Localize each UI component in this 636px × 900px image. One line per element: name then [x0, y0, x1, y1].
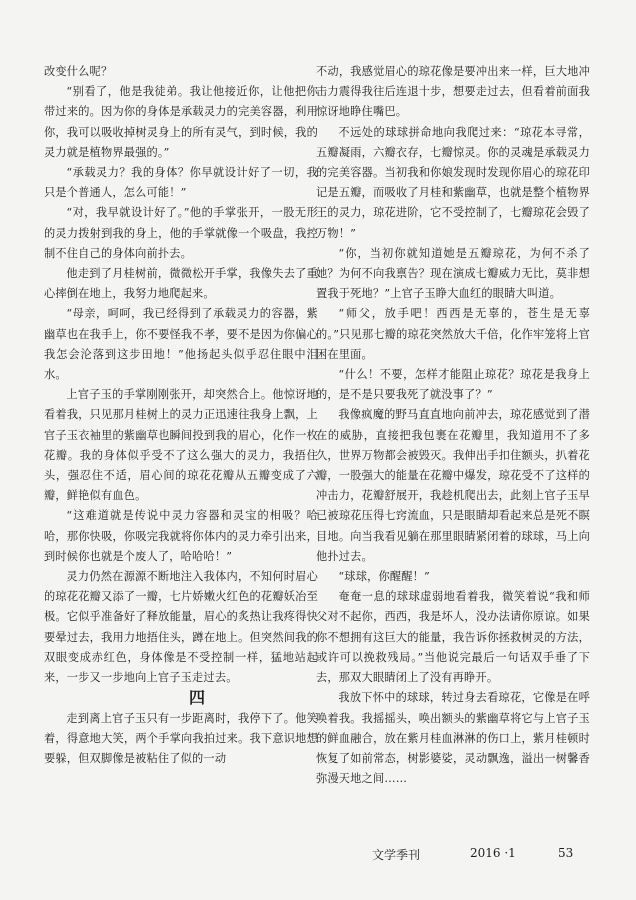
paragraph: 我像疯魔的野马直直地向前冲去，琼花感觉到了潜在的威胁，直接把我包裹在花瓣里，我知道用不了多久，世界万物都会被毁灭。我伸出手扣住额头，扒着花瓣，一股强大的能量在花瓣中爆发，琼花受不了这样的冲击力，花瓣舒展开，我趁机爬出去，此刻上官子玉早已被琼花压得七窍流血，只是眼睛却看起来总是死不瞑目地。向当我看见躺在那里眼睛紧闭着的球球，马上向他扑过去。: [316, 408, 590, 563]
right-column: [316, 62, 590, 789]
paragraph: “母亲，呵呵，我已经得到了承载灵力的容器，紫幽草也在我手上，你不要怪我不孝，要不是因为你偏心我怎会沦落到这步田地！”他扬起头似乎忍住眼中泪水。: [44, 307, 318, 382]
paragraph: “球球，你醒醒！”: [338, 570, 430, 584]
paragraph: “别看了，他是我徒弟。我让他接近你，让他把你带过来的。因为你的身体是承载灵力的完美容器，利用你，我可以吸收掉树灵身上的所有灵气，到时候，我的灵力就是植物界最强的。”: [44, 85, 318, 159]
paragraph: 上官子玉的手掌刚刚张开，却突然合上。他惊讶地看着我，只见那月桂树上的灵力正迅速往我身上飘，上官子玉衣袖里的紫幽草也瞬间投到我的眉心，化作一枚花瓣。我的身体似乎受不了这么强大的灵力，我捂住头，强忍住不适，眉心间的琼花花瓣从五瓣变成了六瓣，鲜艳似有血色。: [44, 388, 318, 503]
paragraph: “这难道就是传说中灵力容器和灵宝的相吸？哈哈，那你快吸，你吸完我就将你体内的灵力牵引出来，到时候你也就是个废人了，哈哈哈！”: [44, 509, 318, 563]
page-number: 53: [558, 846, 574, 860]
paragraph: 不远处的球球拼命地向我爬过来：“琼花本寻常，五瓣凝雨，六瓣衣存，七瓣惊灵。你的灵魂是承载灵力的完美容器。当初我和你娘发现时发现你眉心的琼花印记是五瓣，而吸收了月桂和紫幽草，也就是整个植物界王的灵力，琼花进阶，它不受控制了，七瓣琼花会毁了万物！”: [316, 125, 590, 240]
paragraph: 走到离上官子玉只有一步距离时，我停下了。他笑着，得意地大笑，两个手掌向我拍过来。我下意识地想要躲，但双脚像是被粘住了似的一动: [44, 711, 318, 765]
page-footer: [372, 846, 592, 866]
magazine-name: 文学季刊: [372, 848, 421, 862]
paragraph: “对，我早就设计好了。”他的手掌张开，一股无形的灵力拨射到我的身上，他的手掌就像一个吸盘，我控制不住自己的身体向前扑去。: [44, 206, 318, 260]
paragraph: “承载灵力？我的身体？你早就设计好了一切，我只是个普通人，怎么可能！”: [44, 166, 318, 200]
paragraph: 不动，我感觉眉心的琼花像是要冲出来一样，巨大地冲击力震得我往后连退十步，想要走过去，但看着前面我惊讶地睁住嘴巴。: [316, 65, 590, 119]
paragraph: 我放下怀中的球球，转过身去看琼花，它像是在呼唤着我。我摇摇头，唤出额头的紫幽草将它与上官子玉的鲜血融合，放在紫月桂血淋淋的伤口上，紫月桂顿时恢复了如前常态，树影婆娑，灵动飘逸，溢出一树馨香弥漫天地之间……: [316, 691, 590, 786]
paragraph: “师父，放手吧！西西是无辜的，苍生是无辜的。”只见那七瓣的琼花突然放大千倍，化作牢笼将上官困在里面。: [316, 307, 590, 361]
issue-number: 2016 ·1: [470, 846, 516, 860]
paragraph: 灵力仍然在源源不断地注入我体内，不知何时眉心的琼花花瓣又添了一瓣，七片娇嫩火红色的花瓣妖冶至极。它似乎准备好了释放能量，眉心的炙热让我疼得快要晕过去，我用力地捂住头，蹲在地上。但突然间我的双眼变成赤红色，身体像是不受控制一样，猛地站起来，一步又一步地向上官子玉走过去。: [44, 570, 318, 685]
paragraph: “你，当初你就知道她是五瓣琼花，为何不杀了她？为何不向我禀告？现在演成七瓣威力无比，莫非想置我于死地？”上官子玉睁大血红的眼睛大叫道。: [316, 246, 590, 301]
paragraph: 改变什么呢？: [44, 65, 113, 78]
paragraph: “什么！不要，怎样才能阻止琼花？琼花是我身上的，是不是只要我死了就没事了？”: [316, 368, 590, 402]
left-column: [44, 62, 318, 769]
paragraph: 奄奄一息的球球虚弱地看着我，微笑着说“我和师父对不起你，西西，我是坏人，没办法请你原谅。如果你不想拥有这巨大的能量，我告诉你拯救树灵的方法，或许可以挽救残局。”当他说完最后一句话双手垂了下去，那双大眼睛闭上了没有再睁开。: [316, 590, 590, 685]
paragraph: 他走到了月桂树前，微微松开手掌，我像失去了重心摔倒在地上，我努力地爬起来。: [44, 267, 318, 301]
section-heading: 四: [188, 688, 205, 708]
